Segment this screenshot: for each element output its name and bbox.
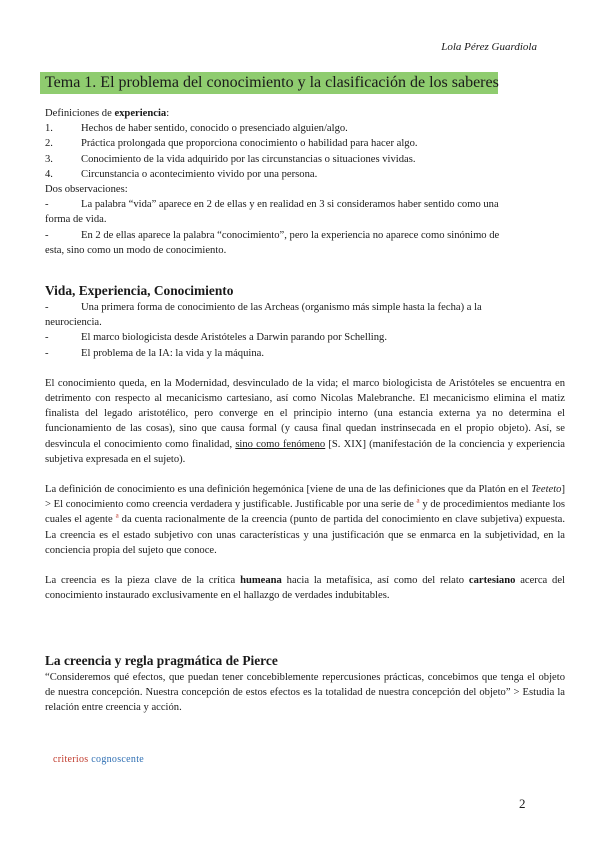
bullet-continuation: neurociencia. (45, 317, 102, 329)
section-heading: La creencia y regla pragmática de Pierce (45, 653, 278, 668)
paragraph-text: [S. XIX] (manifestación de la conciencia y experiencia subjetiva expresada en el sujeto). (45, 438, 566, 465)
paragraph-text: La definición de conocimiento es una definición hegemónica [viene de una de las definiciones que da Platón en el (45, 484, 532, 496)
definitions-section (45, 106, 565, 258)
list-item (45, 300, 565, 330)
paragraph (45, 376, 565, 467)
observation-item (45, 197, 565, 227)
tag-red: criterios (53, 754, 89, 765)
list-item (45, 136, 565, 151)
italic-title: Teeteto (531, 484, 562, 496)
comment-marker[interactable]: a (115, 511, 119, 520)
list-text: Hechos de haber sentido, conocido o presenciado alguien/algo. (81, 123, 348, 135)
bullet-text: El problema de la IA: la vida y la máquina. (81, 347, 264, 359)
paragraph-text: ] > El conocimiento como creencia verdadera y justificable. Justificable por una serie de (45, 484, 565, 511)
list-item (45, 121, 565, 136)
observation-text: La palabra “vida” aparece en 2 de ellas y en realidad en 3 si consideramos haber sentido como una (81, 199, 499, 211)
paragraph (45, 573, 565, 603)
list-item (45, 346, 565, 361)
tag-blue: cognoscente (91, 754, 145, 765)
list-number: 2. (45, 138, 53, 150)
list-number: 1. (45, 123, 53, 135)
list-item (45, 330, 565, 345)
observation-text: En 2 de ellas aparece la palabra “conocimiento”, pero la experiencia no aparece como sinónimo de (81, 229, 500, 241)
list-item (45, 152, 565, 167)
list-text: Conocimiento de la vida adquirido por las circunstancias o situaciones vividas. (81, 153, 416, 165)
bullet-dash: - (45, 199, 49, 211)
bullet-dash: - (45, 302, 49, 313)
paragraph-text: da cuenta racionalmente de la creencia (punto de partida del conocimiento en clave subjetiva) expuesta. La creencia es el estado subjetivo con unas características y una justificación que se enmarca en la subjetividad, en la conciencia propia del sujeto que conoce. (45, 514, 566, 556)
bullet-dash: - (45, 332, 49, 344)
observation-continuation: esta, sino como un modo de conocimiento. (45, 244, 227, 256)
section-heading: Vida, Experiencia, Conocimiento (45, 283, 234, 298)
list-number: 4. (45, 168, 53, 180)
paragraph-text: acerca del conocimiento instaurado exclusivamente en el hallazgo de verdades indubitables. (45, 575, 565, 602)
paragraph-text: El conocimiento queda, en la Modernidad, desvinculado de la vida; el marco biologicista de Aristóteles se encuentra en detrimento con respecto al mecanicismo cartesiano, así como Nicolas Malebranche. El mecanicismo elimina el matiz finalista del legado aristotélico, pero converge en el principio interno (una estancia externa ya no determina el funcionamiento de las cosas), sino que causa formal (y causa final quedan instrinsecada en el propio objeto). Así, se desvincula el conocimiento como finalidad, (45, 377, 565, 450)
bold-term: cartesiano (468, 575, 516, 587)
bullet-dash: - (45, 347, 49, 359)
observation-item (45, 228, 565, 258)
list-number: 3. (45, 153, 53, 165)
intro-keyword: experiencia (114, 108, 167, 119)
definitions-intro (45, 106, 565, 121)
paragraph-text: hacia la metafísica, así como del relato (281, 575, 469, 587)
bullet-text: El marco biologicista desde Aristóteles a Darwin parando por Schelling. (81, 332, 387, 344)
comment-marker[interactable]: a (416, 496, 420, 505)
document-title: Tema 1. El problema del conocimiento y la clasificación de los saberes (45, 74, 499, 91)
section-pierce (45, 652, 565, 716)
paragraph-text: La creencia es la pieza clave de la crítica (45, 575, 241, 587)
author-name: Lola Pérez Guardiola (441, 41, 537, 53)
section-vida-experiencia (45, 282, 565, 603)
intro-prefix: Definiciones de (45, 108, 115, 119)
quote-paragraph: “Consideremos qué efectos, que puedan tener concebiblemente repercusiones prácticas, concebimos que tenga el objeto de nuestra concepción. Nuestra concepción de estos efectos es la totalidad de nuestra concepción del objeto” > Estudia la relación entre creencia y acción. (45, 672, 565, 714)
list-text: Práctica prolongada que proporciona conocimiento o habilidad para hacer algo. (81, 138, 418, 150)
bold-term: humeana (240, 575, 282, 587)
page-number: 2 (519, 796, 526, 811)
observations-label: Dos observaciones: (45, 184, 128, 196)
bullet-text: Una primera forma de conocimiento de las Archeas (organismo más simple hasta la fecha) a la (81, 302, 482, 313)
paragraph-text: y de procedimientos mediante los cuales el agente (45, 499, 565, 526)
intro-suffix: : (166, 108, 170, 119)
observation-continuation: forma de vida. (45, 214, 107, 226)
underlined-phrase: sino como fenómeno (235, 438, 326, 450)
list-item (45, 167, 565, 182)
footer-tag (53, 752, 144, 767)
paragraph (45, 482, 565, 558)
bullet-dash: - (45, 229, 49, 241)
list-text: Circunstancia o acontecimiento vivido por una persona. (81, 168, 318, 180)
